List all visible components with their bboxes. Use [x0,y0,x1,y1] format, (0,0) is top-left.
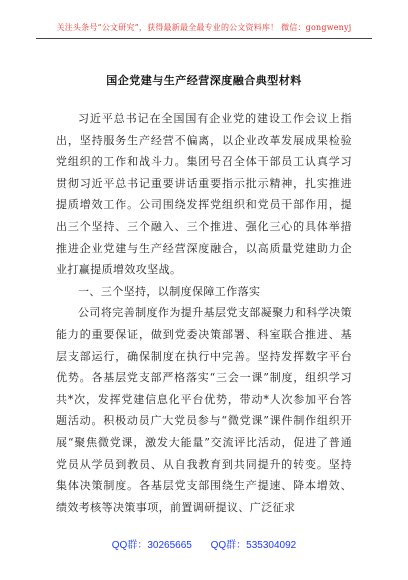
header-banner: 关注头条号“公文研究”，获得最新最全最专业的公文资料库！ 微信：gongwenyj [56,23,352,32]
footer-contact [0,536,408,551]
qq-group-2: QQ群：535304092 [210,540,297,551]
paragraph-intro: 习近平总书记在全国国有企业党的建设工作会议上指出，坚持服务生产经营不偏离，以企业改革发展成果检验党组织的工作和战斗力。集团号召全体干部员工认真学习贯彻习近平总书记重要讲话重要指示批示精神，扎实推进提质增效工作。公司围绕发挥党组织和党员干部作用，提出三个坚持、三个融入、三个推进、强化三心的具体举措推进企业党建与生产经营深度融合，以高质量党建助力企业打赢提质增效攻坚战。 [56,112,352,277]
document-title: 国企党建与生产经营深度融合典型材料 [106,74,302,87]
paragraph-section-one: 公司将完善制度作为提升基层党支部凝聚力和科学决策能力的重要保证，做到党委决策部署、科室联合推进、基层支部运行，确保制度在执行中完善。坚持发挥数字平台优势。各基层党支部严格落实“三会一课”制度，组织学习共*次，发挥党建信息化平台优势，带动*人次参加平台答题活动。积极动员广大党员参与“微党课”课件制作组织开展“聚焦微党课，激发大能量”交流评比活动，促进了普通党员从学员到教员、从自我教育到共同提升的转变。坚持集体决策制度。各基层党支部围绕生产提速、降本增效、绩效考核等决策事项，前置调研提议、广泛征求 [56,306,352,514]
header-divider [36,38,372,39]
document-body [56,108,352,518]
qq-group-1: QQ群：30265665 [111,540,192,551]
section-heading-one: 一、三个坚持，以制度保障工作落实 [78,284,261,298]
